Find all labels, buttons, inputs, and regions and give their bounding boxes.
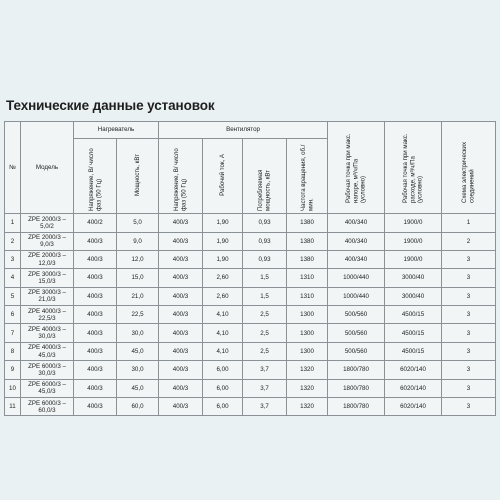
cell-fan-power: 0,93 <box>243 250 287 268</box>
table-row <box>5 379 496 397</box>
cell-heater-voltage: 400/3 <box>74 379 117 397</box>
cell-fan-current: 2,60 <box>203 287 243 305</box>
header-scheme: Схема электрических соединений <box>442 122 496 214</box>
cell-fan-power: 3,7 <box>243 361 287 379</box>
cell-work-point-flow: 4500/15 <box>385 324 442 342</box>
cell-fan-current: 6,00 <box>203 398 243 416</box>
cell-heater-voltage: 400/3 <box>74 342 117 360</box>
cell-model: ZPE 2000/3 – 5,0/2 <box>21 214 74 232</box>
cell-fan-power: 2,5 <box>243 306 287 324</box>
spec-table <box>4 121 496 416</box>
cell-no: 10 <box>5 379 21 397</box>
header-model: Модель <box>21 122 74 214</box>
cell-fan-power: 1,5 <box>243 287 287 305</box>
cell-heater-power: 21,0 <box>117 287 159 305</box>
cell-scheme: 2 <box>442 232 496 250</box>
cell-fan-voltage: 400/3 <box>159 398 203 416</box>
cell-no: 9 <box>5 361 21 379</box>
header-fan-speed: Частота вращения, об./мин. <box>287 139 328 214</box>
cell-heater-power: 22,5 <box>117 306 159 324</box>
cell-fan-power: 2,5 <box>243 324 287 342</box>
cell-fan-voltage: 400/3 <box>159 232 203 250</box>
table-row <box>5 214 496 232</box>
cell-fan-power: 0,93 <box>243 232 287 250</box>
cell-no: 2 <box>5 232 21 250</box>
cell-no: 7 <box>5 324 21 342</box>
cell-heater-voltage: 400/3 <box>74 250 117 268</box>
cell-no: 3 <box>5 250 21 268</box>
cell-fan-speed: 1300 <box>287 342 328 360</box>
cell-work-point-pressure: 400/340 <box>328 232 385 250</box>
cell-fan-voltage: 400/3 <box>159 306 203 324</box>
cell-fan-current: 1,90 <box>203 232 243 250</box>
cell-work-point-pressure: 1800/780 <box>328 361 385 379</box>
cell-fan-voltage: 400/3 <box>159 379 203 397</box>
table-row <box>5 361 496 379</box>
cell-fan-current: 4,10 <box>203 306 243 324</box>
cell-fan-power: 0,93 <box>243 214 287 232</box>
cell-fan-voltage: 400/3 <box>159 287 203 305</box>
cell-fan-power: 3,7 <box>243 379 287 397</box>
table-row <box>5 306 496 324</box>
cell-heater-voltage: 400/3 <box>74 361 117 379</box>
cell-fan-voltage: 400/3 <box>159 361 203 379</box>
header-heater-group: Нагреватель <box>74 122 159 139</box>
cell-work-point-pressure: 1800/780 <box>328 379 385 397</box>
cell-work-point-pressure: 400/340 <box>328 214 385 232</box>
table-header <box>5 122 496 214</box>
cell-fan-speed: 1300 <box>287 324 328 342</box>
cell-fan-power: 1,5 <box>243 269 287 287</box>
cell-fan-speed: 1310 <box>287 287 328 305</box>
cell-fan-speed: 1380 <box>287 232 328 250</box>
cell-model: ZPE 3000/3 – 15,0/3 <box>21 269 74 287</box>
cell-fan-current: 2,60 <box>203 269 243 287</box>
table-row <box>5 398 496 416</box>
table-row <box>5 324 496 342</box>
cell-work-point-flow: 1900/0 <box>385 232 442 250</box>
cell-fan-voltage: 400/3 <box>159 214 203 232</box>
table-body <box>5 214 496 416</box>
cell-work-point-pressure: 1800/780 <box>328 398 385 416</box>
header-fan-voltage: Напряжение, В/ число фаз (50 Гц) <box>159 139 203 214</box>
cell-work-point-pressure: 500/560 <box>328 324 385 342</box>
cell-heater-power: 30,0 <box>117 324 159 342</box>
cell-model: ZPE 6000/3 – 60,0/3 <box>21 398 74 416</box>
table-row <box>5 342 496 360</box>
cell-work-point-flow: 3000/40 <box>385 287 442 305</box>
cell-work-point-flow: 1900/0 <box>385 214 442 232</box>
cell-heater-power: 60,0 <box>117 398 159 416</box>
cell-heater-power: 45,0 <box>117 342 159 360</box>
cell-fan-speed: 1380 <box>287 250 328 268</box>
cell-no: 6 <box>5 306 21 324</box>
table-row <box>5 250 496 268</box>
cell-work-point-flow: 6020/140 <box>385 398 442 416</box>
cell-no: 4 <box>5 269 21 287</box>
table-row <box>5 232 496 250</box>
cell-fan-current: 6,00 <box>203 361 243 379</box>
header-fan-current: Рабочий ток, А <box>203 139 243 214</box>
header-work-point-flow: Рабочая точка при макс. расходе, м³/ч/Па (условно) <box>385 122 442 214</box>
header-heater-power: Мощность, кВт <box>117 139 159 214</box>
cell-fan-speed: 1310 <box>287 269 328 287</box>
cell-fan-current: 4,10 <box>203 342 243 360</box>
cell-model: ZPE 3000/3 – 21,0/3 <box>21 287 74 305</box>
header-work-point-pressure: Рабочая точка при макс. напоре, м³/ч/Па (условно) <box>328 122 385 214</box>
cell-heater-power: 12,0 <box>117 250 159 268</box>
cell-heater-voltage: 400/3 <box>74 269 117 287</box>
cell-model: ZPE 4000/3 – 22,5/3 <box>21 306 74 324</box>
cell-scheme: 3 <box>442 379 496 397</box>
cell-no: 11 <box>5 398 21 416</box>
cell-model: ZPE 6000/3 – 45,0/3 <box>21 379 74 397</box>
cell-heater-power: 30,0 <box>117 361 159 379</box>
cell-work-point-flow: 3000/40 <box>385 269 442 287</box>
cell-heater-voltage: 400/3 <box>74 232 117 250</box>
table-row <box>5 269 496 287</box>
cell-fan-speed: 1320 <box>287 379 328 397</box>
cell-heater-voltage: 400/3 <box>74 324 117 342</box>
cell-heater-voltage: 400/3 <box>74 398 117 416</box>
cell-work-point-flow: 6020/140 <box>385 379 442 397</box>
page-title: Технические данные установок <box>6 98 215 113</box>
cell-scheme: 3 <box>442 287 496 305</box>
cell-heater-voltage: 400/3 <box>74 287 117 305</box>
cell-no: 8 <box>5 342 21 360</box>
cell-fan-speed: 1320 <box>287 398 328 416</box>
cell-model: ZPE 2000/3 – 12,0/3 <box>21 250 74 268</box>
cell-scheme: 3 <box>442 342 496 360</box>
cell-fan-power: 2,5 <box>243 342 287 360</box>
cell-heater-power: 9,0 <box>117 232 159 250</box>
cell-work-point-pressure: 400/340 <box>328 250 385 268</box>
header-fan-power: Потребляемая мощность, кВт <box>243 139 287 214</box>
cell-scheme: 3 <box>442 324 496 342</box>
cell-heater-voltage: 400/2 <box>74 214 117 232</box>
cell-scheme: 3 <box>442 398 496 416</box>
cell-work-point-flow: 1900/0 <box>385 250 442 268</box>
cell-scheme: 3 <box>442 361 496 379</box>
cell-fan-speed: 1320 <box>287 361 328 379</box>
cell-scheme: 1 <box>442 214 496 232</box>
cell-no: 1 <box>5 214 21 232</box>
cell-fan-voltage: 400/3 <box>159 342 203 360</box>
cell-scheme: 3 <box>442 250 496 268</box>
cell-work-point-pressure: 500/560 <box>328 342 385 360</box>
cell-work-point-flow: 4500/15 <box>385 306 442 324</box>
cell-model: ZPE 6000/3 – 30,0/3 <box>21 361 74 379</box>
cell-model: ZPE 4000/3 – 30,0/3 <box>21 324 74 342</box>
cell-heater-power: 15,0 <box>117 269 159 287</box>
cell-fan-voltage: 400/3 <box>159 269 203 287</box>
cell-fan-current: 1,90 <box>203 214 243 232</box>
cell-heater-power: 45,0 <box>117 379 159 397</box>
cell-fan-voltage: 400/3 <box>159 250 203 268</box>
cell-fan-power: 3,7 <box>243 398 287 416</box>
cell-fan-current: 4,10 <box>203 324 243 342</box>
cell-heater-power: 5,0 <box>117 214 159 232</box>
cell-scheme: 3 <box>442 306 496 324</box>
cell-no: 5 <box>5 287 21 305</box>
cell-fan-speed: 1380 <box>287 214 328 232</box>
header-fan-group: Вентилятор <box>159 122 328 139</box>
cell-work-point-flow: 6020/140 <box>385 361 442 379</box>
cell-model: ZPE 2000/3 – 9,0/3 <box>21 232 74 250</box>
cell-work-point-pressure: 500/560 <box>328 306 385 324</box>
cell-work-point-pressure: 1000/440 <box>328 269 385 287</box>
cell-fan-current: 6,00 <box>203 379 243 397</box>
table-row <box>5 287 496 305</box>
cell-heater-voltage: 400/3 <box>74 306 117 324</box>
cell-work-point-pressure: 1000/440 <box>328 287 385 305</box>
header-no: № <box>5 122 21 214</box>
cell-scheme: 3 <box>442 269 496 287</box>
header-heater-voltage: Напряжение, В/ число фаз (50 Гц) <box>74 139 117 214</box>
cell-fan-speed: 1300 <box>287 306 328 324</box>
cell-fan-voltage: 400/3 <box>159 324 203 342</box>
cell-fan-current: 1,90 <box>203 250 243 268</box>
cell-model: ZPE 4000/3 – 45,0/3 <box>21 342 74 360</box>
cell-work-point-flow: 4500/15 <box>385 342 442 360</box>
